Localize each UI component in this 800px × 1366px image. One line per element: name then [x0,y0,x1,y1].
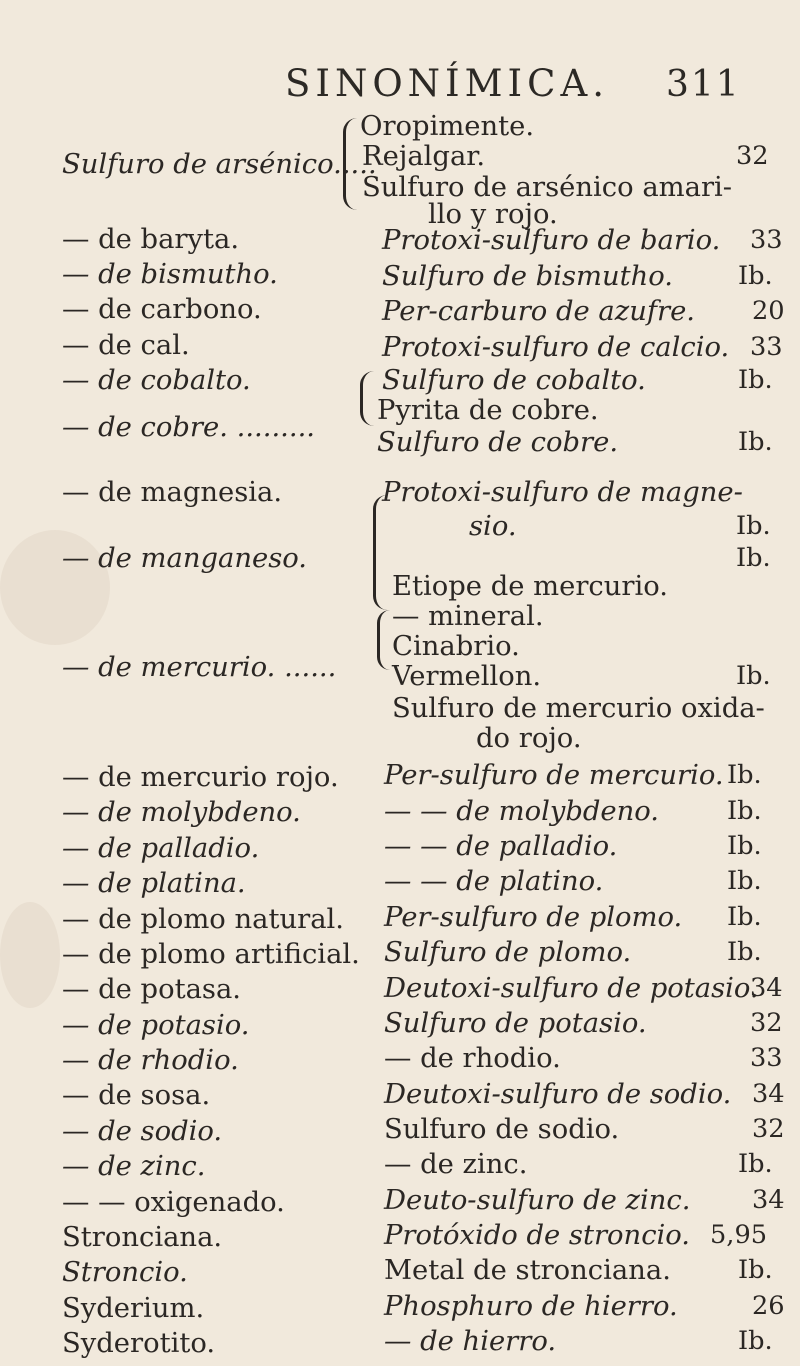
ref-azufre: 20 [752,296,785,327]
syn-deutoxi-sodio: Deutoxi-sulfuro de sodio. [384,1078,732,1110]
syn-palladio: — — de palladio. [384,831,618,863]
term-cobalto: — de cobalto. [62,365,251,397]
ref-calcio: 33 [750,331,783,362]
syn-metal-stronciana: Metal de stronciana. [384,1255,671,1287]
term-potasa: — de potasa. [62,974,242,1006]
term-oxigenado: — — oxigenado. [62,1186,285,1218]
term-zinc: — de zinc. [62,1151,206,1183]
term-plomo-artificial: — de plomo artificial. [62,938,360,970]
ref-zinc: Ib. [738,1149,773,1180]
term-sosa: — de sosa. [62,1080,211,1112]
syn-deutoxi-potasio: Deutoxi-sulfuro de potasio. [384,972,759,1004]
syn-rhodio: — de rhodio. [384,1043,561,1075]
syn-pyrita-cobre: Pyrita de cobre. [377,395,599,427]
syn-protoxi-calcio: Protoxi-sulfuro de calcio. [382,331,730,363]
ref-manganeso: Ib. [736,542,771,573]
term-syderotito: Syderotito. [62,1327,216,1359]
term-mercurio-rojo: — de mercurio rojo. [62,762,339,794]
syn-sulfuro-potasio: Sulfuro de potasio. [384,1007,647,1039]
term-platina: — de platina. [62,868,246,900]
term-baryta: — de baryta. [62,223,240,255]
term-plomo-natural: — de plomo natural. [62,903,345,935]
brace-cobre [360,371,375,426]
ref-stroncio: 5,95 [710,1220,768,1251]
ref-deutoxi-sodio: 34 [752,1078,785,1109]
term-manganeso: — de manganeso. [62,542,307,574]
term-stronciana: Stronciana. [62,1221,223,1253]
syn-protoxi-bario: Protoxi-sulfuro de bario. [382,225,721,257]
syn-rejalgar: Rejalgar. [362,141,486,173]
ref-deutosulfuro-zinc: 34 [752,1184,785,1215]
ref-deutoxi-potasio: 34 [750,972,783,1003]
term-magnesia: — de magnesia. [62,477,283,509]
syn-zinc: — de zinc. [384,1149,528,1181]
ref-magnesio: Ib. [736,511,771,542]
ref-sulfuro-potasio: 32 [750,1007,783,1038]
term-bismutho: — de bismutho. [62,259,278,291]
syn-cinabrio: Cinabrio. [392,631,520,663]
ref-cobalto: Ib. [738,365,773,396]
ref-palladio: Ib. [727,831,762,862]
syn-de-hierro: — de hierro. [384,1326,557,1358]
ref-molybdeno: Ib. [727,795,762,826]
syn-llo-y-rojo: llo y rojo. [428,198,558,230]
paper-stain [0,902,60,1008]
syn-protoxi-magne: Protoxi-sulfuro de magne- [382,477,743,509]
ref-platino: Ib. [727,866,762,897]
term-cal: — de cal. [62,329,190,361]
syn-persulfuro-mercurio: Per-sulfuro de mercurio. [384,760,724,792]
term-molybdeno: — de molybdeno. [62,797,301,829]
running-head-title: SINONÍMICA. [285,62,609,105]
syn-mineral: — mineral. [392,601,544,633]
ref-sulfuro-plomo: Ib. [727,937,762,968]
syn-deutosulfuro-zinc: Deuto-sulfuro de zinc. [384,1184,691,1216]
term-stroncio: Stroncio. [62,1257,188,1289]
syn-percarburo-azufre: Per-carburo de azufre. [382,296,695,328]
ref-bario: 33 [750,225,783,256]
ref-hierro: Ib. [738,1326,773,1357]
term-potasio: — de potasio. [62,1009,250,1041]
term-palladio: — de palladio. [62,832,260,864]
syn-sio: sio. [469,511,517,543]
syn-protoxido-stroncio: Protóxido de stroncio. [384,1220,691,1252]
syn-persulfuro-plomo: Per-sulfuro de plomo. [384,901,683,933]
ref-rhodio: 33 [750,1043,783,1074]
syn-sulfuro-bismutho: Sulfuro de bismutho. [382,260,674,292]
ref-persulfuro-mercurio: Ib. [727,760,762,791]
term-carbono: — de carbono. [62,294,262,326]
syn-molybdeno: — — de molybdeno. [384,795,659,827]
term-sulfuro-arsenico: Sulfuro de arsénico..... [62,148,377,180]
syn-sulfuro-cobalto: Sulfuro de cobalto. [382,365,646,397]
ref-cobre: Ib. [738,427,773,458]
syn-phosphuro-hierro: Phosphuro de hierro. [384,1290,678,1322]
page-number: 311 [666,64,741,105]
ref-stronciana: Ib. [738,1255,773,1286]
term-cobre: — de cobre. ......... [62,412,315,443]
term-mercurio: — de mercurio. ...... [62,651,337,683]
ref-bismutho: Ib. [738,260,773,291]
term-syderium: Syderium. [62,1292,205,1324]
ref-phosphuro: 26 [752,1290,785,1321]
syn-etiope-mercurio: Etiope de mercurio. [392,571,668,603]
ref-rejalgar: 32 [736,141,769,172]
ref-vermellon: Ib. [736,661,771,692]
syn-vermellon: Vermellon. [392,661,542,693]
syn-do-rojo: do rojo. [476,723,582,755]
brace-mercurio [373,495,388,610]
syn-sulfuro-cobre: Sulfuro de cobre. [377,427,619,459]
syn-oropimente: Oropimente. [360,111,535,143]
syn-sulfuro-plomo: Sulfuro de plomo. [384,937,632,969]
term-sodio: — de sodio. [62,1115,223,1147]
syn-sulfuro-sodio: Sulfuro de sodio. [384,1114,620,1146]
ref-sulfuro-sodio: 32 [752,1114,785,1145]
syn-sulfuro-arsenico-amari: Sulfuro de arsénico amari- [362,171,733,203]
brace-mercurio-oxidado [377,610,390,670]
syn-platino: — — de platino. [384,866,604,898]
syn-sulfuro-mercurio-oxida: Sulfuro de mercurio oxida- [392,693,765,725]
ref-persulfuro-plomo: Ib. [727,901,762,932]
term-rhodio: — de rhodio. [62,1045,239,1077]
